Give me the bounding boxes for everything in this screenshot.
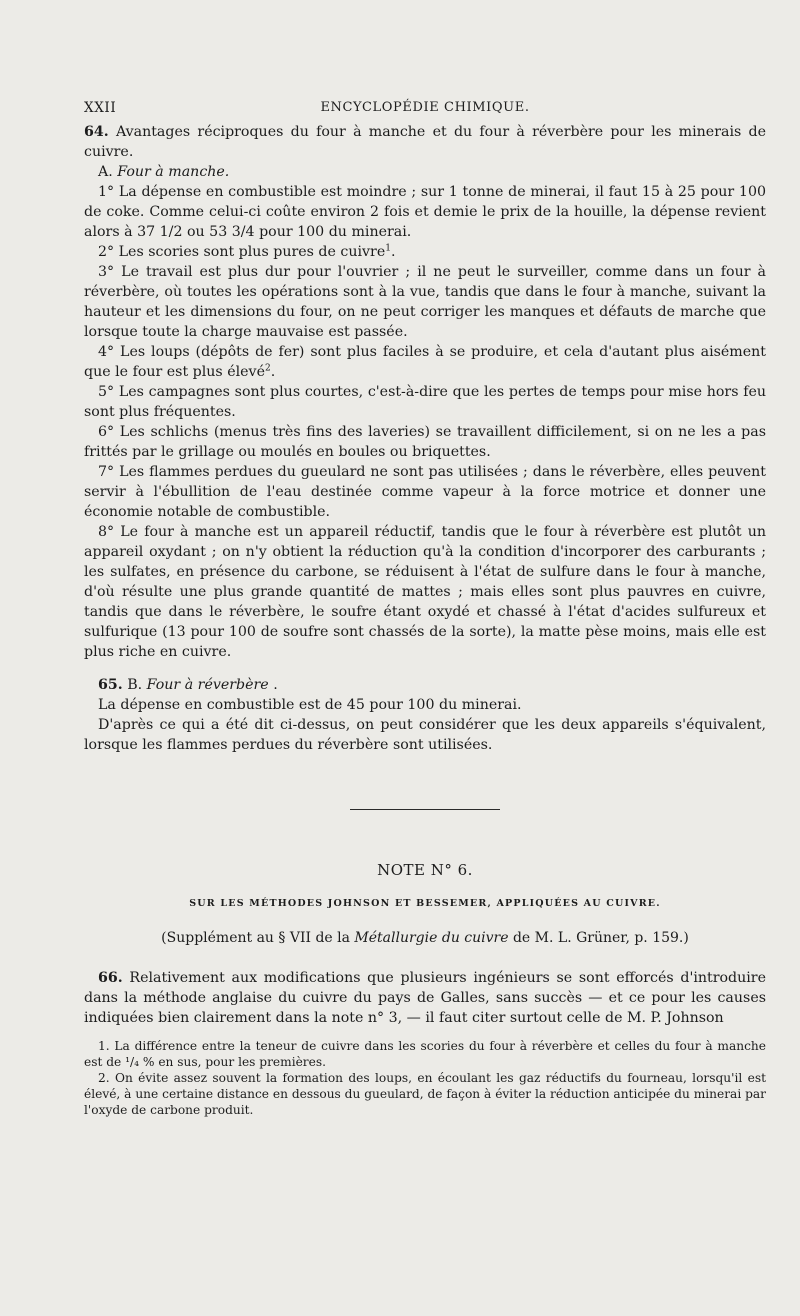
running-title: ENCYCLOPÉDIE CHIMIQUE. — [320, 100, 530, 115]
section-65-number: 65. — [98, 677, 123, 693]
footnote-ref-2: 2 — [264, 363, 271, 374]
subsection-a-title: Four à manche. — [117, 164, 230, 180]
note-title: NOTE N° 6. — [377, 861, 473, 879]
paragraph-4-end: . — [270, 364, 276, 380]
subsection-a-label: A. — [98, 164, 118, 180]
paragraph-2 — [84, 242, 766, 262]
note-source — [84, 928, 766, 948]
paragraph-2-text: 2° Les scories sont plus pures de cuivre — [98, 244, 386, 260]
note-subtitle: SUR LES MÉTHODES JOHNSON ET BESSEMER, APPLIQUÉES AU CUIVRE. — [189, 898, 661, 909]
page-header — [84, 98, 766, 120]
section-66-number: 66. — [98, 970, 123, 986]
section-gap — [84, 662, 766, 675]
paragraph-5: 5° Les campagnes sont plus courtes, c'est-à-dire que les pertes de temps pour mise hors feu sont plus fréquentes. — [84, 384, 766, 420]
paragraph-7: 7° Les flammes perdues du gueulard ne sont pas utilisées ; dans le réverbère, elles peuvent servir à l'ébullition de l'eau destinée comme vapeur à la force motrice et donner une économie notable de combustible. — [84, 464, 766, 520]
section-64-heading — [84, 122, 766, 162]
paragraph-1: 1° La dépense en combustible est moindre ; sur 1 tonne de minerai, il faut 15 à 25 pour 100 de coke. Comme celui-ci coûte environ 2 fois et demie le prix de la houille, la dépense revient alors à 37 1/2 ou 53 3/4 pour 100 du minerai. — [84, 184, 766, 240]
note-source-post: de M. L. Grüner, p. 159.) — [508, 930, 689, 946]
subsection-a-heading — [84, 162, 766, 182]
section-65-title-end: . — [268, 677, 278, 693]
paragraph-4 — [84, 342, 766, 382]
paragraph-8: 8° Le four à manche est un appareil réductif, tandis que le four à réverbère est plutôt un appareil oxydant ; on n'y obtient la réduction qu'à la condition d'incorporer des carburants ; les sulfates, en présence du carbone, se réduisent à l'état de sulfure dans le four à manche, d'où résulte une plus grande quantité de mattes ; mais elles sont plus pauvres en cuivre, tandis que dans le réverbère, le soufre étant oxydé et chassé à l'état d'acides sulfureux et sulfurique (13 pour 100 de soufre sont chassés de la sorte), la matte pèse moins, mais elle est plus riche en cuivre. — [84, 524, 766, 660]
section-65-label: B. — [122, 677, 147, 693]
page-content — [84, 98, 766, 1118]
paragraph-2-end: . — [390, 244, 396, 260]
page-folio: XXII — [84, 100, 117, 116]
section-65-paragraph-2: D'après ce qui a été dit ci-dessus, on peut considérer que les deux appareils s'équivalent, lorsque les flammes perdues du réverbère sont utilisées. — [84, 717, 766, 753]
paragraph-6: 6° Les schlichs (menus très fins des laveries) se travaillent difficilement, si on ne les a pas frittés par le grillage ou moulés en boules ou briquettes. — [84, 424, 766, 460]
section-divider — [350, 809, 500, 810]
section-65-heading — [84, 675, 766, 695]
footnote-2: 2. On évite assez souvent la formation des loups, en écoulant les gaz réductifs du fourneau, lorsqu'il est élevé, à une certaine distance en dessous du gueulard, de façon à éviter la réduction anticipée du minerai par l'oxyde de carbone produit. — [84, 1071, 766, 1117]
footnote-ref-1: 1 — [385, 243, 391, 254]
footnotes — [84, 1038, 766, 1118]
section-66-text: Relativement aux modifications que plusieurs ingénieurs se sont efforcés d'introduire dans la méthode anglaise du cuivre du pays de Galles, sans succès — et ce pour les causes indiquées bien clairement dans la note n° 3, — il faut citer surtout celle de M. P. Johnson — [84, 970, 766, 1026]
section-66-paragraph — [84, 968, 766, 1028]
paragraph-3: 3° Le travail est plus dur pour l'ouvrier ; il ne peut le surveiller, comme dans un four à réverbère, où toutes les opérations sont à la vue, tandis que dans le four à manche, suivant la hauteur et les dimensions du four, on ne peut corriger les manques et défauts de marche que lorsque toute la charge mauvaise est passée. — [84, 264, 766, 340]
footnote-1: 1. La différence entre la teneur de cuivre dans les scories du four à réverbère et celles du four à manche est de ¹/₄ % en sus, pour les premières. — [84, 1039, 766, 1069]
section-64-number: 64. — [84, 124, 109, 140]
section-65-title: Four à réverbère — [146, 677, 269, 693]
note-source-pre: (Supplément au § VII de la — [161, 930, 355, 946]
section-64-title: Avantages réciproques du four à manche et du four à réverbère pour les minerais de cuivre. — [84, 124, 766, 160]
note-source-work: Métallurgie du cuivre — [354, 930, 509, 946]
paragraph-4-text: 4° Les loups (dépôts de fer) sont plus faciles à se produire, et cela d'autant plus aisément que le four est plus élevé — [84, 344, 766, 380]
section-65-paragraph-1: La dépense en combustible est de 45 pour 100 du minerai. — [98, 697, 522, 713]
